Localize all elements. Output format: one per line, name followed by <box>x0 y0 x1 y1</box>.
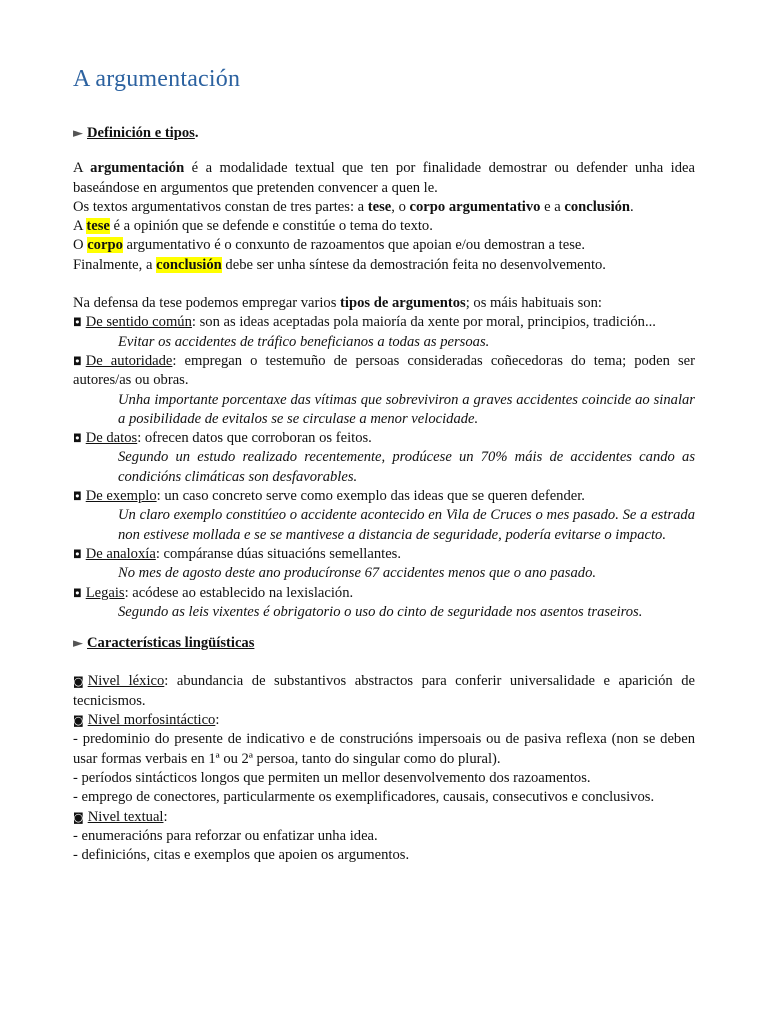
list-item: ◘ De exemplo: un caso concreto serve como exemplo das ideas que se queren defender. <box>73 488 585 505</box>
example-text: Segundo as leis vixentes é obrigatorio o uso do cinto de seguridade nos asentos traseiros. <box>118 603 643 620</box>
intro-paragraph-corpo: O corpo argumentativo é o conxunto de razoamentos que apoian e/ou demostran a tese. <box>73 237 585 254</box>
highlight-corpo: corpo <box>87 237 123 254</box>
arrow-right-icon: ► <box>73 126 83 141</box>
example-text: Segundo un estudo realizado recentemente, prodúcese un 70% máis de accidentes cando as condicións climáticas son desfavorables. <box>118 449 695 485</box>
types-intro: Na defensa da tese podemos empregar varios tipos de argumentos; os máis habituais son: <box>73 295 602 312</box>
square-bullet-icon: ◘ <box>73 490 82 504</box>
sub-item: - enumeracións para reforzar ou enfatizar unha idea. <box>73 827 378 844</box>
sub-item: - emprego de conectores, particularmente os exemplificadores, causais, consecutivos e conclusivos. <box>73 789 655 806</box>
list-item: ◘ De sentido común: son as ideas aceptadas pola maioría da xente por moral, principios, tradición... <box>73 314 656 331</box>
intro-paragraph-conclusion: Finalmente, a conclusión debe ser unha síntese da demostración feita no desenvolvemento. <box>73 256 606 273</box>
list-item: ◙ Nivel morfosintáctico: <box>73 712 220 729</box>
linguistic-level-list <box>73 672 695 865</box>
intro-paragraph-parts: Os textos argumentativos constan de tres partes: a tese, o corpo argumentativo e a conclusión. <box>73 198 634 215</box>
inverse-circle-bullet-icon: ◙ <box>73 675 84 689</box>
square-bullet-icon: ◘ <box>73 586 82 600</box>
document-body <box>73 124 695 865</box>
sub-item: - períodos sintácticos longos que permiten un mellor desenvolvemento dos razoamentos. <box>73 769 591 786</box>
intro-paragraph-tese: A tese é a opinión que se defende e constitúe o tema do texto. <box>73 218 433 235</box>
list-item: ◙ Nivel léxico: abundancia de substantivos abstractos para conferir universalidade e aparición de tecnicismos. <box>73 673 696 709</box>
sub-item: - definicións, citas e exemplos que apoien os argumentos. <box>73 847 410 864</box>
list-item: ◘ De datos: ofrecen datos que corroboran os feitos. <box>73 430 372 447</box>
list-item: ◘ De analoxía: compáranse dúas situacións semellantes. <box>73 545 401 562</box>
highlight-conclusion: conclusión <box>156 256 222 273</box>
argument-type-list <box>73 313 695 622</box>
list-item: ◘ Legais: acódese ao establecido na lexislación. <box>73 584 354 601</box>
square-bullet-icon: ◘ <box>73 316 82 330</box>
section-heading-definition: ► Definición e tipos. <box>73 125 199 141</box>
inverse-circle-bullet-icon: ◙ <box>73 810 84 824</box>
list-item: ◙ Nivel textual: <box>73 808 168 825</box>
section-heading-characteristics: ► Características lingüísticas <box>73 635 255 652</box>
list-item: ◘ De autoridade: empregan o testemuño de persoas consideradas coñecedoras do tema; poden ser autores/as ou obras. <box>73 352 695 389</box>
square-bullet-icon: ◘ <box>73 432 82 446</box>
intro-paragraph-definition: A argumentación é a modalidade textual que ten por finalidade demostrar ou defender unha idea baseándose en argumentos que pretenden convencer a quen le. <box>73 160 695 196</box>
square-bullet-icon: ◘ <box>73 354 82 368</box>
inverse-circle-bullet-icon: ◙ <box>73 714 84 728</box>
example-text: Evitar os accidentes de tráfico beneficianos a todas as persoas. <box>118 333 490 350</box>
sub-item: - predominio do presente de indicativo e de construcións impersoais ou de pasiva reflexa (non se deben usar formas verbais en 1ª ou 2ª persoa, tanto do singular como do plural). <box>73 731 695 767</box>
example-text: Un claro exemplo constitúeo o accidente acontecido en Vila de Cruces o mes pasado. Se a estrada non estivese mollada e se se mantivese a distancia de seguridade, podería evitarse o impacto. <box>118 507 695 543</box>
highlight-tese: tese <box>86 218 110 235</box>
square-bullet-icon: ◘ <box>73 547 82 561</box>
example-text: Unha importante porcentaxe das vítimas que sobreviviron a graves accidentes coincide ao sinalar a posibilidade de evitalos se se circulase a menor velocidade. <box>118 391 695 427</box>
example-text: No mes de agosto deste ano producíronse 67 accidentes menos que o ano pasado. <box>118 565 597 582</box>
arrow-right-icon: ► <box>73 636 83 652</box>
page-title: A argumentación <box>73 66 241 92</box>
